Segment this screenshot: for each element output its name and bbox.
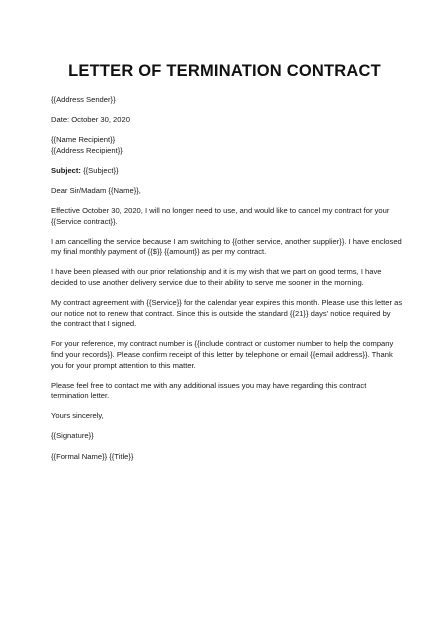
paragraph-relationship: [51, 267, 392, 288]
paragraph-agreement: [51, 298, 403, 330]
paragraph-line: I have been pleased with our prior relationship and it is my wish that we part on good terms, I have: [51, 267, 382, 277]
paragraph-line: {{Service contract}}.: [51, 216, 118, 226]
salutation: Dear Sir/Madam {{Name}},: [51, 185, 141, 195]
closing: Yours sincerely,: [51, 411, 104, 421]
recipient-block: [51, 135, 392, 156]
signature: {{Signature}}: [51, 431, 94, 441]
paragraph-line: termination letter.: [51, 391, 110, 401]
recipient-name: {{Name Recipient}}: [51, 135, 116, 145]
paragraph-line: For your reference, my contract number is {{include contract or customer number to help the company: [51, 339, 394, 349]
recipient-address: {{Address Recipient}}: [51, 145, 123, 155]
letter-date: Date: October 30, 2020: [51, 115, 130, 125]
formal-name-title: {{Formal Name}} {{Title}}: [51, 451, 134, 461]
subject-label: Subject:: [51, 165, 81, 175]
paragraph-line: you for your prompt attention to this matter.: [51, 360, 196, 370]
subject-line: [51, 166, 392, 177]
paragraph-effective-date: [51, 206, 392, 227]
subject-value: {{Subject}}: [80, 165, 119, 175]
sender-address: {{Address Sender}}: [51, 95, 116, 104]
paragraph-line: I am cancelling the service because I am switching to {{other service, another supplier}}. I have enclosed: [51, 236, 402, 246]
paragraph-line: Please feel free to contact me with any additional issues you may have regarding this contract: [51, 380, 367, 390]
paragraph-reason: [51, 236, 402, 258]
paragraph-line: My contract agreement with {{Service}} for the calendar year expires this month. Please use this letter as: [51, 298, 403, 308]
paragraph-line: the contract that I signed.: [51, 319, 137, 329]
paragraph-reference: [51, 339, 392, 371]
paragraph-line: decided to use another delivery service due to their ability to serve me sooner in the morning.: [51, 278, 364, 288]
letter-page: [0, 62, 440, 631]
paragraph-line: find your records}}. Please confirm receipt of this letter by telephone or email {{email address}}. Thank: [51, 350, 393, 359]
document-title: LETTER OF TERMINATION CONTRACT: [68, 62, 381, 80]
paragraph-line: my final monthly payment of {{$}} {{amount}} as per my contract.: [51, 247, 267, 257]
letter-body: [51, 95, 403, 462]
paragraph-line: our notice not to renew that contract. Since this is outside the standard {{21}} days' notice required by: [51, 308, 391, 318]
paragraph-line: Effective October 30, 2020, I will no longer need to use, and would like to cancel my contract for your: [51, 206, 390, 216]
paragraph-contact: [51, 381, 392, 402]
